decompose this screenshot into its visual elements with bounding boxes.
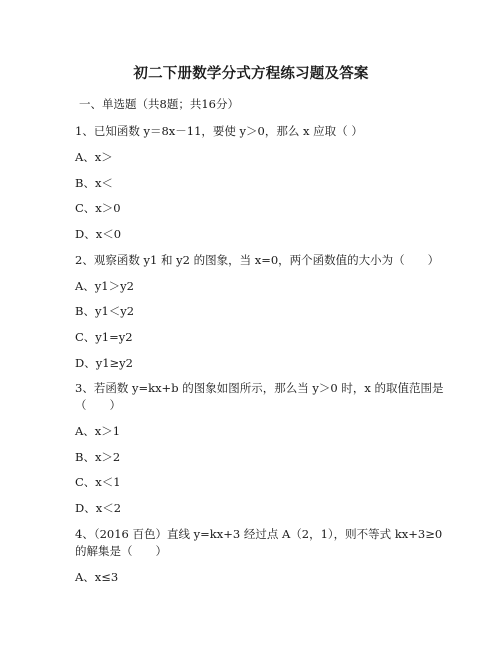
question-3-option-d: D、x＜2: [75, 501, 122, 515]
question-1-option-d: D、x＜0: [75, 227, 122, 241]
question-1-option-a: A、x＞: [75, 150, 113, 164]
page-title: 初二下册数学分式方程练习题及答案: [133, 66, 369, 82]
question-4-stem-continued: 的解集是（ ）: [75, 544, 167, 558]
question-3-stem-continued: （ ）: [75, 398, 121, 412]
question-2-stem: 2、观察函数 y1 和 y2 的图象，当 x=0，两个函数值的大小为（ ）: [75, 253, 440, 267]
question-2-option-b: B、y1＜y2: [75, 304, 135, 318]
question-1-option-c: C、x＞0: [75, 201, 121, 215]
section-heading: 一、单选题（共8题；共16分）: [79, 97, 239, 111]
question-3-stem: 3、若函数 y=kx+b 的图象如图所示，那么当 y＞0 时，x 的取值范围是: [75, 381, 444, 395]
question-3-option-b: B、x＞2: [75, 450, 121, 464]
question-3-option-a: A、x＞1: [75, 424, 121, 438]
question-2-option-d: D、y1≥y2: [75, 356, 133, 370]
question-4-stem: 4、（2016 百色）直线 y=kx+3 经过点 A（2，1），则不等式 kx+3≥0: [75, 527, 443, 541]
question-2-option-a: A、y1＞y2: [75, 279, 134, 293]
question-1-stem: 1、已知函数 y＝8x－11，要使 y＞0，那么 x 应取（ ）: [75, 124, 363, 138]
question-4-option-a: A、x≤3: [75, 570, 119, 584]
question-1-option-b: B、x＜: [75, 176, 113, 190]
question-2-option-c: C、y1=y2: [75, 330, 133, 344]
question-3-option-c: C、x＜1: [75, 475, 121, 489]
